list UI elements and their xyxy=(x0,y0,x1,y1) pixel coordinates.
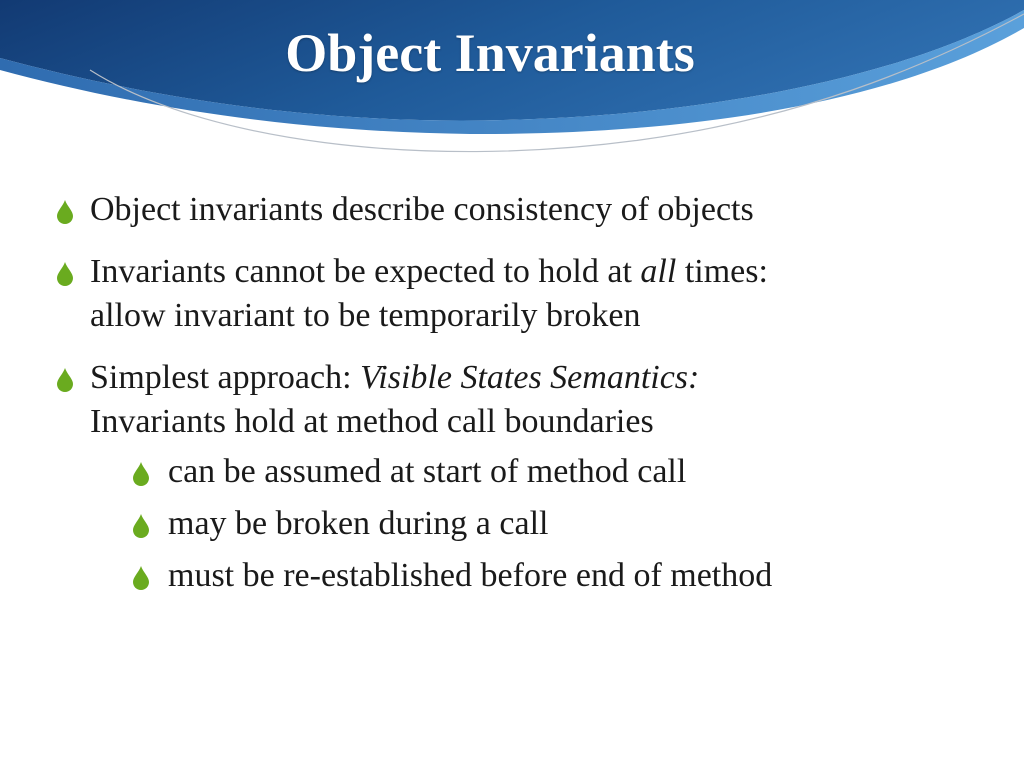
bullet-text-line2: Invariants hold at method call boundaries xyxy=(90,403,654,440)
sub-bullet-item-3 xyxy=(128,554,990,598)
bullet-text-end: times: xyxy=(676,253,768,290)
slide-title: Object Invariants xyxy=(285,23,695,83)
bullet-item-3 xyxy=(50,356,990,444)
droplet-icon xyxy=(132,462,150,486)
droplet-icon xyxy=(132,514,150,538)
sub-bullet-text: may be broken during a call xyxy=(168,505,549,542)
sub-bullet-item-2 xyxy=(128,502,990,546)
bullet-text: Object invariants describe consistency of objects xyxy=(90,191,754,228)
bullet-item-1 xyxy=(50,188,990,232)
droplet-icon xyxy=(56,262,74,286)
sub-bullet-text: must be re-established before end of method xyxy=(168,557,773,594)
sub-bullet-item-1 xyxy=(128,450,990,494)
bullet-emphasis: all xyxy=(640,253,677,290)
sub-bullet-list xyxy=(50,450,990,598)
bullet-item-2 xyxy=(50,250,990,338)
droplet-icon xyxy=(56,200,74,224)
bullet-list xyxy=(50,188,990,606)
droplet-icon xyxy=(56,368,74,392)
sub-bullet-text: can be assumed at start of method call xyxy=(168,453,687,490)
bullet-text-line2: allow invariant to be temporarily broken xyxy=(90,297,641,334)
bullet-emphasis: Visible States Semantics: xyxy=(360,359,700,396)
bullet-text-start: Simplest approach: xyxy=(90,359,361,396)
droplet-icon xyxy=(132,566,150,590)
bullet-text-start: Invariants cannot be expected to hold at xyxy=(90,253,641,290)
